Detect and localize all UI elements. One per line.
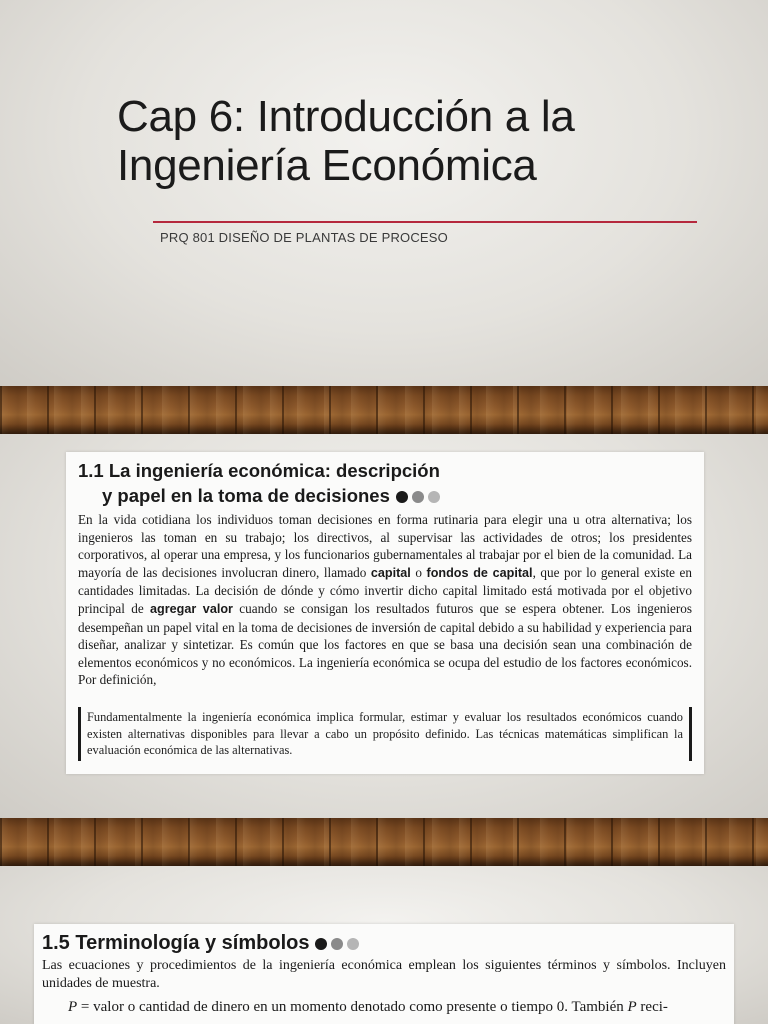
- wood-floor-divider-2: [0, 818, 768, 866]
- textbook-excerpt-1-5: [34, 924, 734, 1024]
- slide-2: [0, 434, 768, 818]
- slide-subtitle: PRQ 801 DISEÑO DE PLANTAS DE PROCESO: [160, 230, 448, 245]
- definition-box: Fundamentalmente la ingeniería económica implica formular, estimar y evaluar los resultados económicos cuando existen alternativas disponibles para llevar a cabo un propósito definido. Las técnicas matemáticas simplifican la evaluación económica de las alternativas.: [78, 707, 692, 761]
- wood-floor-divider-1: [0, 386, 768, 434]
- title-line-1: Cap 6: Introducción a la: [117, 92, 575, 141]
- section-heading-1-5: [42, 930, 726, 956]
- progress-dots-icon: [396, 491, 440, 503]
- progress-dots-icon: [315, 938, 359, 950]
- title-line-2: Ingeniería Económica: [117, 141, 537, 191]
- title-divider: [153, 221, 697, 223]
- heading-line-1: 1.1 La ingeniería económica: descripción: [78, 460, 440, 481]
- heading-text: 1.5 Terminología y símbolos: [42, 932, 310, 954]
- textbook-excerpt-1-1: [66, 452, 704, 774]
- slide-1: [0, 0, 768, 386]
- heading-line-2: y papel en la toma de decisiones: [102, 485, 390, 506]
- intro-paragraph: En la vida cotidiana los individuos toman decisiones en forma rutinaria para elegir una u otra alternativa; los ingenieros las toman en su trabajo; los directivos, al supervisar las actividades de otros; los presidentes corporativos, al operar una empresa, y los funcionarios gubernamentales al trabajar por el bien de la comunidad. La mayoría de las decisiones involucran dinero, llamado capital o fondos de capital, que por lo general existe en cantidades limitadas. La decisión de dónde y cómo invertir dicho capital limitado está motivada por el objetivo principal de agregar valor cuando se consigan los resultados futuros que se espera obtener. Los ingenieros desempeñan un papel vital en la toma de decisiones de inversión de capital debido a su habilidad y experiencia para diseñar, analizar y sintetizar. Es común que los factores en que se basa una decisión sean una combinación de elementos económicos y no económicos. La ingeniería económica se ocupa del estudio de los factores económicos. Por definición,: [78, 512, 693, 688]
- slide-3: [0, 866, 768, 1024]
- section-heading-1-1: [78, 458, 692, 508]
- definition-p: P = valor o cantidad de dinero en un momento denotado como presente o tiempo 0. También P reci-: [68, 999, 668, 1015]
- slide-title: [117, 92, 575, 191]
- terminology-intro: Las ecuaciones y procedimientos de la ingeniería económica emplean los siguientes términos y símbolos. Incluyen unidades de muestra.: [42, 958, 726, 991]
